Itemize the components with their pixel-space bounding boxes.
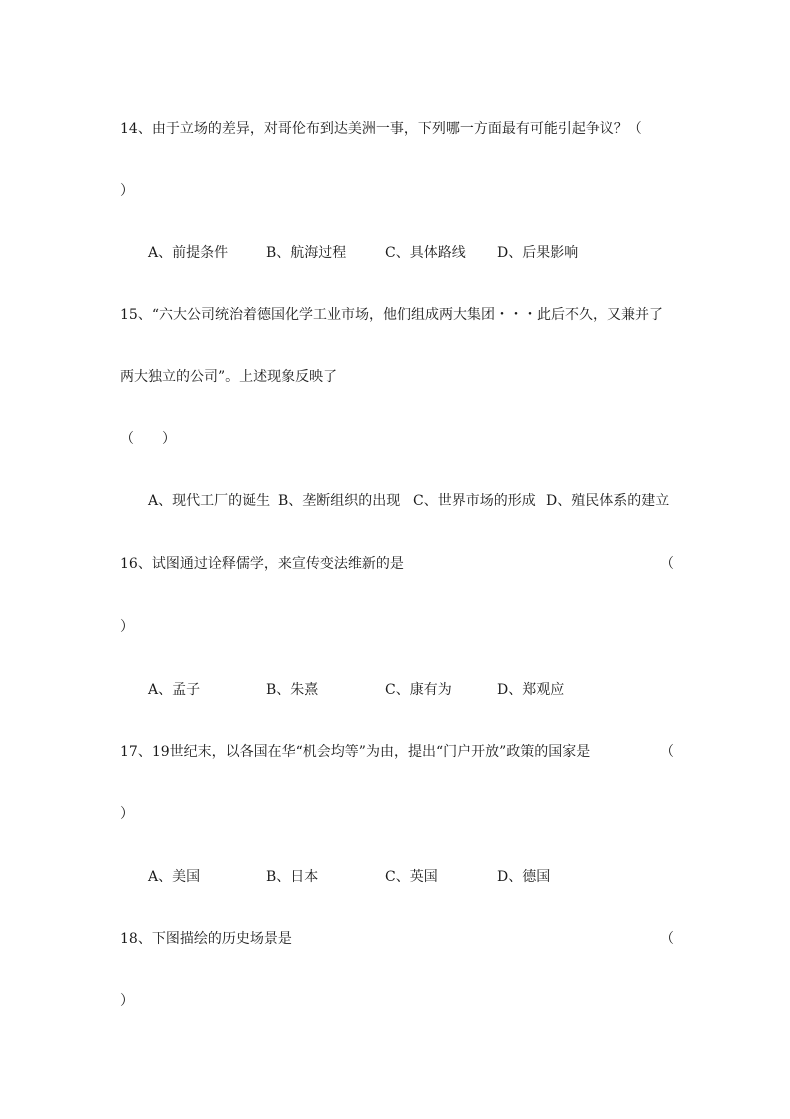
option-a: A、孟子 (148, 682, 201, 698)
option-c: C、具体路线 (385, 245, 466, 261)
question-14-closing-paren: ） (120, 183, 134, 199)
question-15-answer-blank: （ ） (120, 431, 176, 447)
question-18-stem: 18、下图描绘的历史场景是 (120, 931, 292, 947)
option-a: A、前提条件 (148, 245, 229, 261)
question-15-stem-continued: 两大独立的公司”。上述现象反映了 (120, 369, 338, 385)
question-18-closing-paren: ） (120, 993, 134, 1009)
question-16-stem: 16、试图通过诠释儒学，来宣传变法维新的是 (120, 556, 404, 572)
question-16-closing-paren: ） (120, 619, 134, 635)
question-16-opening-paren: （ (660, 556, 674, 572)
question-14-stem: 14、由于立场的差异，对哥伦布到达美洲一事，下列哪一方面最有可能引起争议？（ (120, 121, 642, 137)
option-d: D、郑观应 (497, 682, 565, 698)
option-c: C、世界市场的形成 (413, 493, 536, 509)
option-d: D、后果影响 (497, 245, 579, 261)
option-c: C、英国 (385, 869, 438, 885)
option-b: B、日本 (266, 869, 319, 885)
question-17-opening-paren: （ (660, 744, 674, 760)
option-a: A、现代工厂的诞生 (148, 493, 271, 509)
option-b: B、航海过程 (266, 245, 347, 261)
question-17-closing-paren: ） (120, 806, 134, 822)
option-c: C、康有为 (385, 682, 452, 698)
question-15-stem: 15、“六大公司统治着德国化学工业市场，他们组成两大集团・・・此后不久，又兼并了 (120, 307, 663, 323)
option-d: D、德国 (497, 869, 551, 885)
question-18-opening-paren: （ (660, 931, 674, 947)
option-b: B、朱熹 (266, 682, 319, 698)
option-b: B、垄断组织的出现 (278, 493, 401, 509)
option-d: D、殖民体系的建立 (546, 493, 670, 509)
question-17-stem: 17、19世纪末，以各国在华“机会均等”为由，提出“门户开放”政策的国家是 (120, 744, 591, 760)
option-a: A、美国 (148, 869, 201, 885)
